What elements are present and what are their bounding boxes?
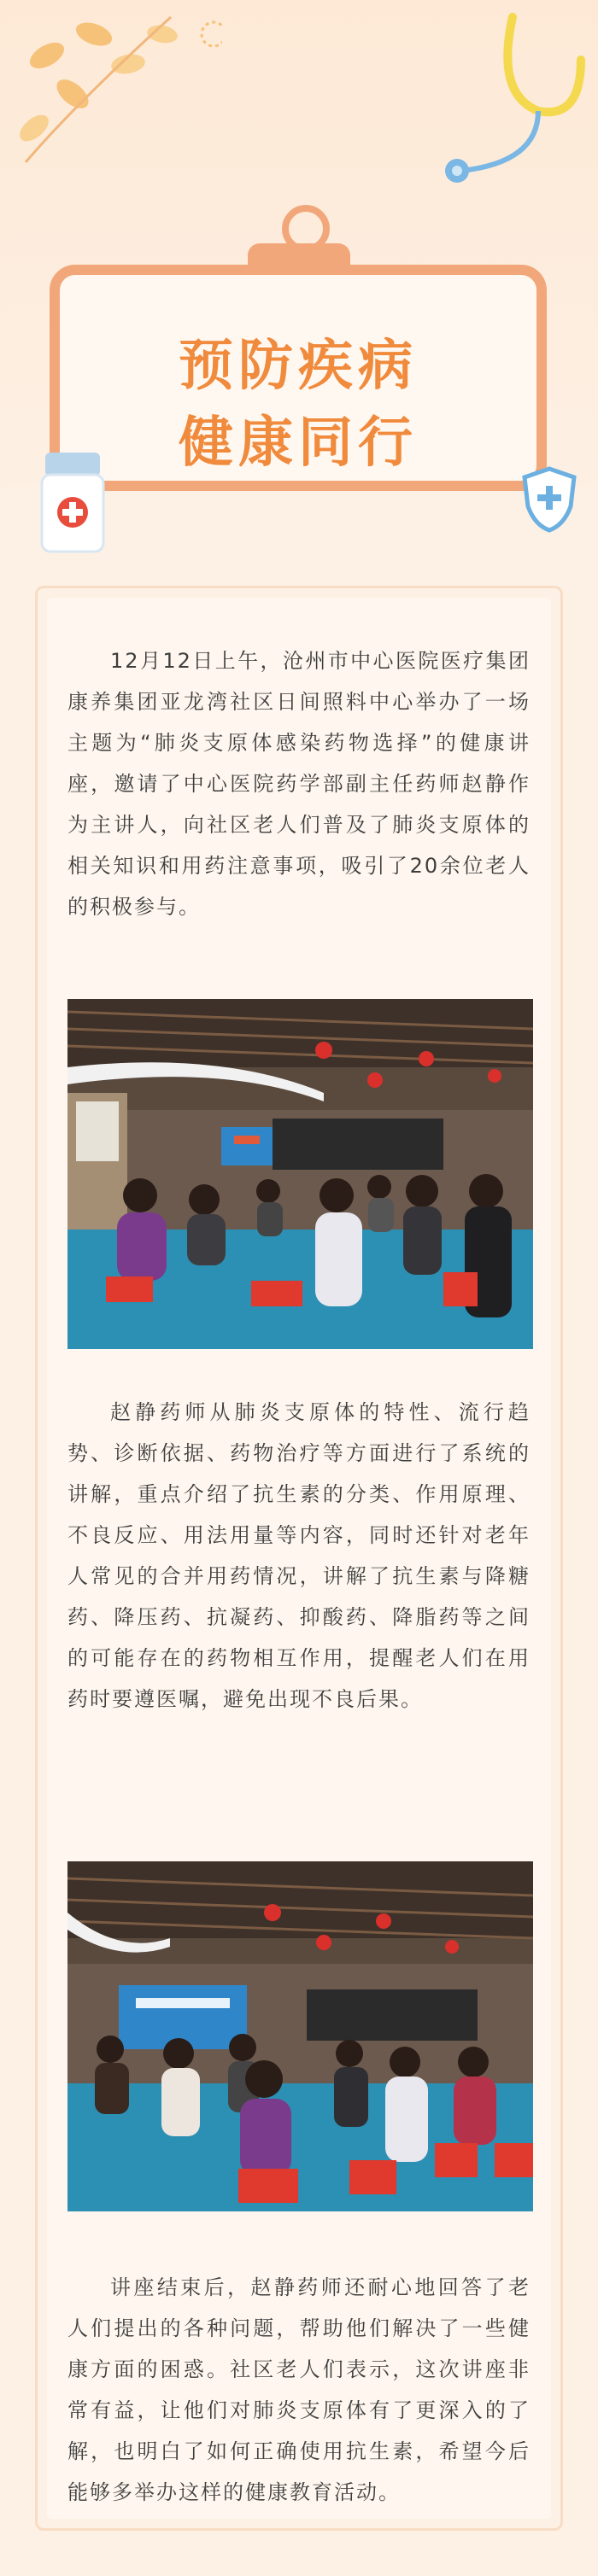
title-card [50,265,547,491]
lecture-photo-1 [67,999,533,1349]
shield-plus-icon [519,465,579,534]
article-paragraph-3: 讲座结束后，赵静药师还耐心地回答了老人们提出的各种问题，帮助他们解决了一些健康方面的困惑。社区老人们表示，这次讲座非常有益，让他们对肺炎支原体有了更深入的了解，也明白了如何正确使用抗生素，希望今后能够多举办这样的健康教育活动。 [67,2275,531,2504]
stethoscope-icon [410,0,598,188]
lecture-photo-2 [67,1861,533,2211]
medicine-bottle-icon [38,444,107,555]
article-paragraph-2: 赵静药师从肺炎支原体的特性、流行趋势、诊断依据、药物治疗等方面进行了系统的讲解，重点介绍了抗生素的分类、作用原理、不良反应、用法用量等内容，同时还针对老年人常见的合并用药情况，讲解了抗生素与降糖药、降压药、抗凝药、抑酸药、降脂药等之间的可能存在的药物相互作用，提醒老人们在用药时要遵医嘱，避免出现不良后果。 [67,1400,531,1711]
page-title-line-2: 健康同行 [179,412,418,475]
leaf-decoration-icon [0,0,222,196]
page-title-line-1: 预防疾病 [179,335,418,398]
header-banner [0,0,598,581]
article-paragraph-1: 12月12日上午，沧州市中心医院医疗集团康养集团亚龙湾社区日间照料中心举办了一场主题为“肺炎支原体感染药物选择”的健康讲座，邀请了中心医院药学部副主任药师赵静作为主讲人，向社区老人们普及了肺炎支原体的相关知识和用药注意事项，吸引了20余位老人的积极参与。 [67,649,531,919]
article-body [47,598,551,2519]
